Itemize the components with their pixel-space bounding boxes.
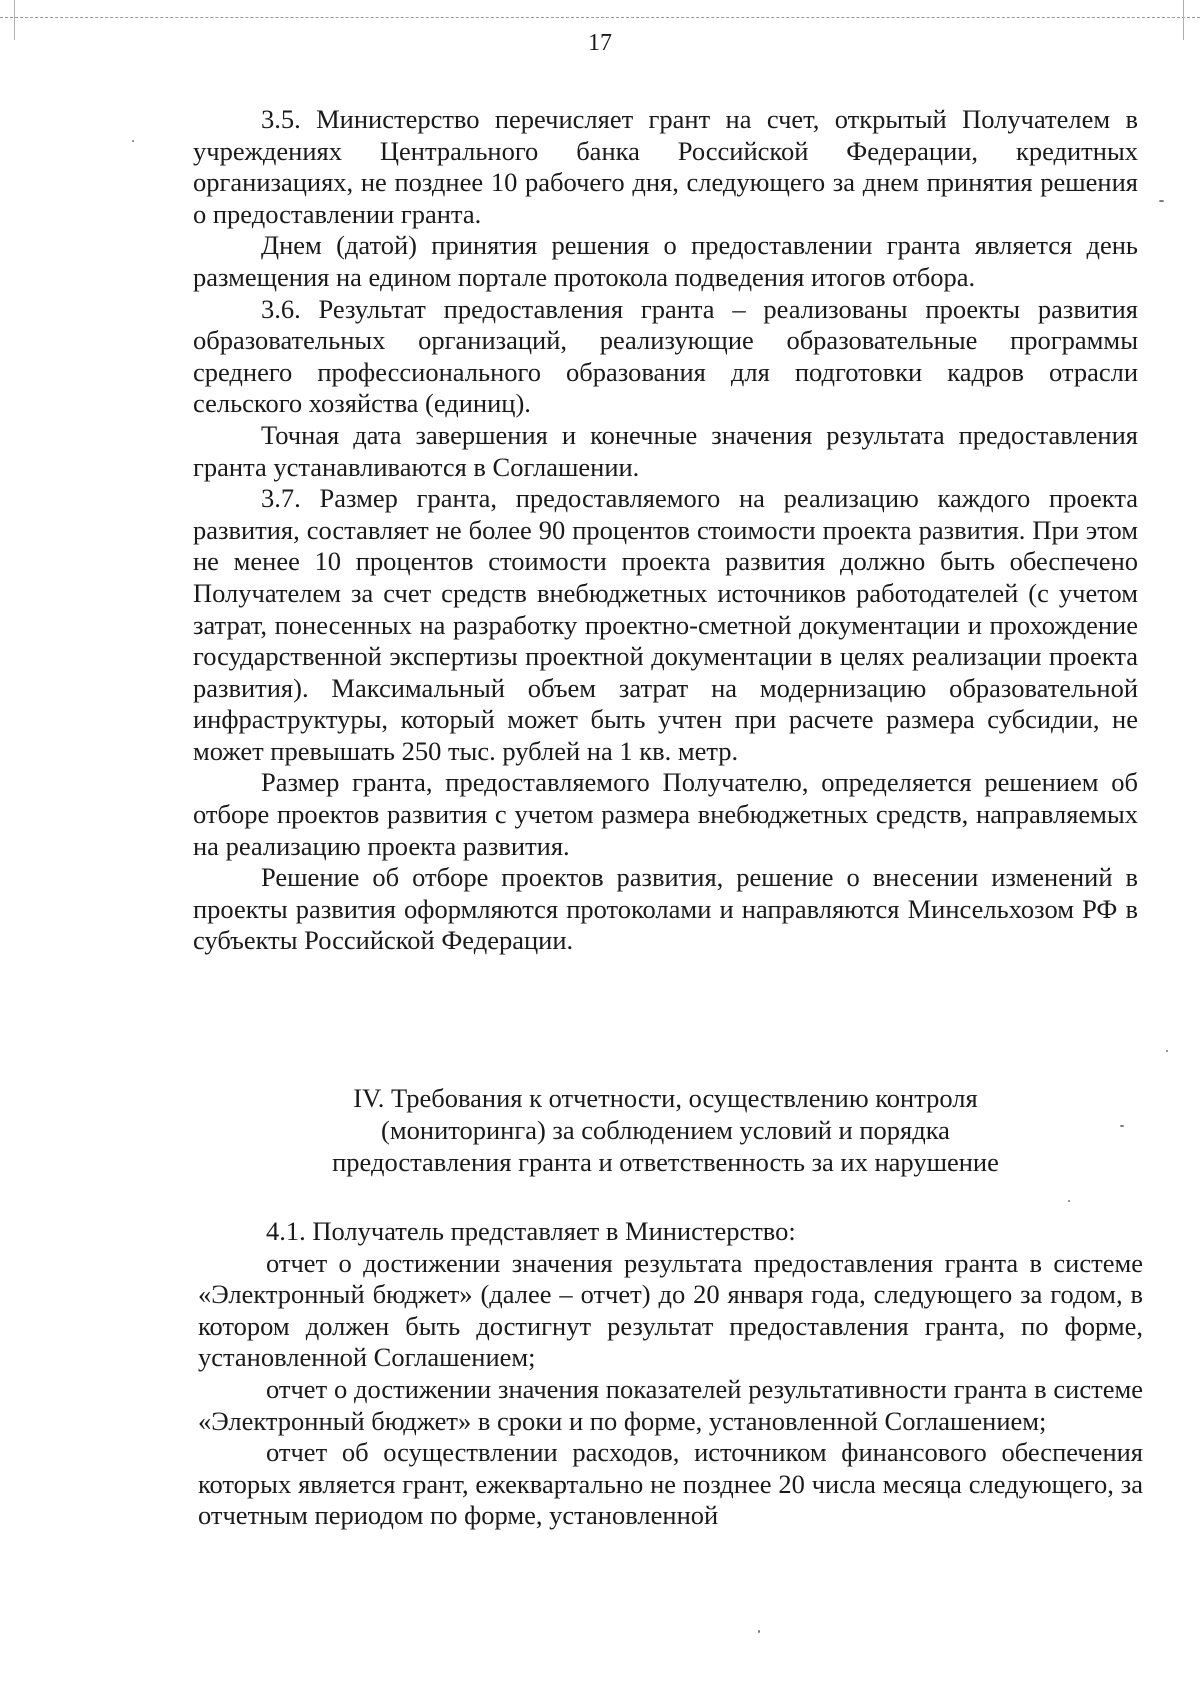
scan-speck xyxy=(1159,200,1164,202)
section-heading xyxy=(193,1082,1138,1178)
scan-speck xyxy=(132,140,134,142)
paragraph-report-result: отчет о достижении значения результата предоставления гранта в системе «Электронный бюджет» (далее – отчет) до 20 января года, следующего за годом, в котором должен быть достигнут результат предоставления гранта, по форме, установленной Соглашением; xyxy=(198,1247,1143,1373)
section-heading-line-1: IV. Требования к отчетности, осуществлению контроля xyxy=(353,1083,978,1113)
paragraph-report-expenses: отчет об осуществлении расходов, источником финансового обеспечения которых является грант, ежеквартально не позднее 20 числа месяца следующего, за отчетным периодом по форме, установленной xyxy=(198,1437,1143,1531)
scan-speck xyxy=(1068,1200,1070,1202)
paragraph-3-5: 3.5. Министерство перечисляет грант на счет, открытый Получателем в учреждениях Центрального банка Российской Федерации, кредитных организациях, не позднее 10 рабочего дня, следующего за днем принятия решения о предоставлении гранта. xyxy=(193,104,1138,229)
scan-speck xyxy=(758,1630,760,1633)
scan-edge-top xyxy=(0,0,1200,18)
paragraph-grant-size: Размер гранта, предоставляемого Получателю, определяется решением об отборе проектов развития с учетом размера внебюджетных средств, направляемых на реализацию проекта развития. xyxy=(193,767,1138,861)
section-heading-line-3: предоставления гранта и ответственность за их нарушение xyxy=(332,1147,999,1177)
page-number: 17 xyxy=(588,30,612,56)
paragraph-completion-date: Точная дата завершения и конечные значения результата предоставления гранта устанавливаются в Соглашении. xyxy=(193,419,1138,482)
section-body xyxy=(198,1216,1143,1532)
paragraph-3-6: 3.6. Результат предоставления гранта – реализованы проекты развития образовательных организаций, реализующие образовательные программы среднего профессионального образования для подготовки кадров отрасли сельского хозяйства (единиц). xyxy=(193,293,1138,419)
section-heading-line-2: (мониторинга) за соблюдением условий и порядка xyxy=(381,1115,950,1145)
paragraph-report-indicators: отчет о достижении значения показателей результативности гранта в системе «Электронный бюджет» в сроки и по форме, установленной Соглашением; xyxy=(198,1373,1143,1436)
scan-speck xyxy=(1166,1050,1168,1052)
document-body xyxy=(193,104,1138,957)
paragraph-selection-decision: Решение об отборе проектов развития, решение о внесении изменений в проекты развития оформляются протоколами и направляются Минсельхозом РФ в субъекты Российской Федерации. xyxy=(193,862,1138,956)
scan-speck xyxy=(1120,1125,1124,1127)
paragraph-decision-date: Днем (датой) принятия решения о предоставлении гранта является день размещения на едином портале протокола подведения итогов отбора. xyxy=(193,230,1138,292)
paragraph-3-7: 3.7. Размер гранта, предоставляемого на реализацию каждого проекта развития, составляет не более 90 процентов стоимости проекта развития. При этом не менее 10 процентов стоимости проекта развития должно быть обеспечено Получателем за счет средств внебюджетных источников работодателей (с учетом затрат, понесенных на разработку проектно-сметной документации и прохождение государственной экспертизы проектной документации в целях реализации проекта развития). Максимальный объем затрат на модернизацию образовательной инфраструктуры, который может быть учтен при расчете размера субсидии, не может превышать 250 тыс. рублей на 1 кв. метр. xyxy=(193,483,1138,766)
paragraph-4-1: 4.1. Получатель представляет в Министерство: xyxy=(266,1216,796,1246)
